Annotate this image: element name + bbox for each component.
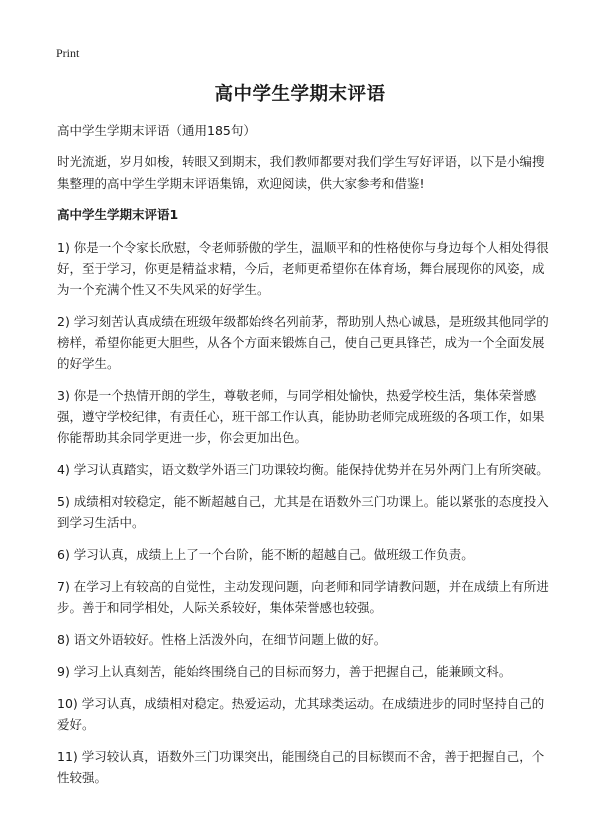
page-title: 高中学生学期末评语 xyxy=(214,84,386,105)
comment-item-4: 4) 学习认真踏实，语文数学外语三门功课较均衡。能保持优势并在另外两门上有所突破。 xyxy=(57,462,549,477)
comment-item-9: 9) 学习上认真刻苦，能始终围绕自己的目标而努力，善于把握自己，能兼顾文科。 xyxy=(57,664,512,679)
comment-item-6: 6) 学习认真，成绩上上了一个台阶，能不断的超越自己。做班级工作负责。 xyxy=(57,547,474,562)
intro-paragraph: 时光流逝，岁月如梭，转眼又到期末，我们教师都要对我们学生写好评语，以下是小编搜集整理的高中学生学期末评语集锦，欢迎阅读，供大家参考和借鉴! xyxy=(57,154,545,191)
print-link[interactable]: Print xyxy=(56,46,80,60)
section-heading: 高中学生学期末评语1 xyxy=(57,207,179,222)
article-subtitle: 高中学生学期末评语（通用185句） xyxy=(57,123,256,138)
comment-item-5: 5) 成绩相对较稳定，能不断超越自己，尤其是在语数外三门功课上。能以紧张的态度投入到学习生活中。 xyxy=(57,494,549,530)
comment-item-7: 7) 在学习上有较高的自觉性，主动发现问题，向老师和同学请教问题，并在成绩上有所进步。善于和同学相处，人际关系较好，集体荣誉感也较强。 xyxy=(57,579,549,615)
comment-item-1: 1) 你是一个令家长欣慰，令老师骄傲的学生，温顺平和的性格使你与身边每个人相处得很好，至于学习，你更是精益求精，今后，老师更希望你在体育场，舞台展现你的风姿，成为一个充满个性又不失风采的好学生。 xyxy=(57,240,549,297)
comment-item-8: 8) 语文外语较好。性格上活泼外向，在细节问题上做的好。 xyxy=(57,632,387,647)
article-body xyxy=(57,121,549,799)
comment-item-11: 11) 学习较认真，语数外三门功课突出，能围绕自己的目标锲而不舍，善于把握自己，个性较强。 xyxy=(57,749,545,785)
comment-item-10: 10) 学习认真，成绩相对稳定。热爱运动，尤其球类运动。在成绩进步的同时坚持自己的爱好。 xyxy=(57,696,545,732)
comment-item-3: 3) 你是一个热情开朗的学生，尊敬老师，与同学相处愉快，热爱学校生活，集体荣誉感强，遵守学校纪律，有责任心，班干部工作认真，能协助老师完成班级的各项工作，如果你能帮助其余同学更进一步，你会更加出色。 xyxy=(57,388,545,445)
comment-item-2: 2) 学习刻苦认真成绩在班级年级都始终名列前茅，帮助别人热心诚恳，是班级其他同学的榜样，希望你能更大胆些，从各个方面来锻炼自己，使自己更具锋芒，成为一个全面发展的好学生。 xyxy=(57,314,549,371)
